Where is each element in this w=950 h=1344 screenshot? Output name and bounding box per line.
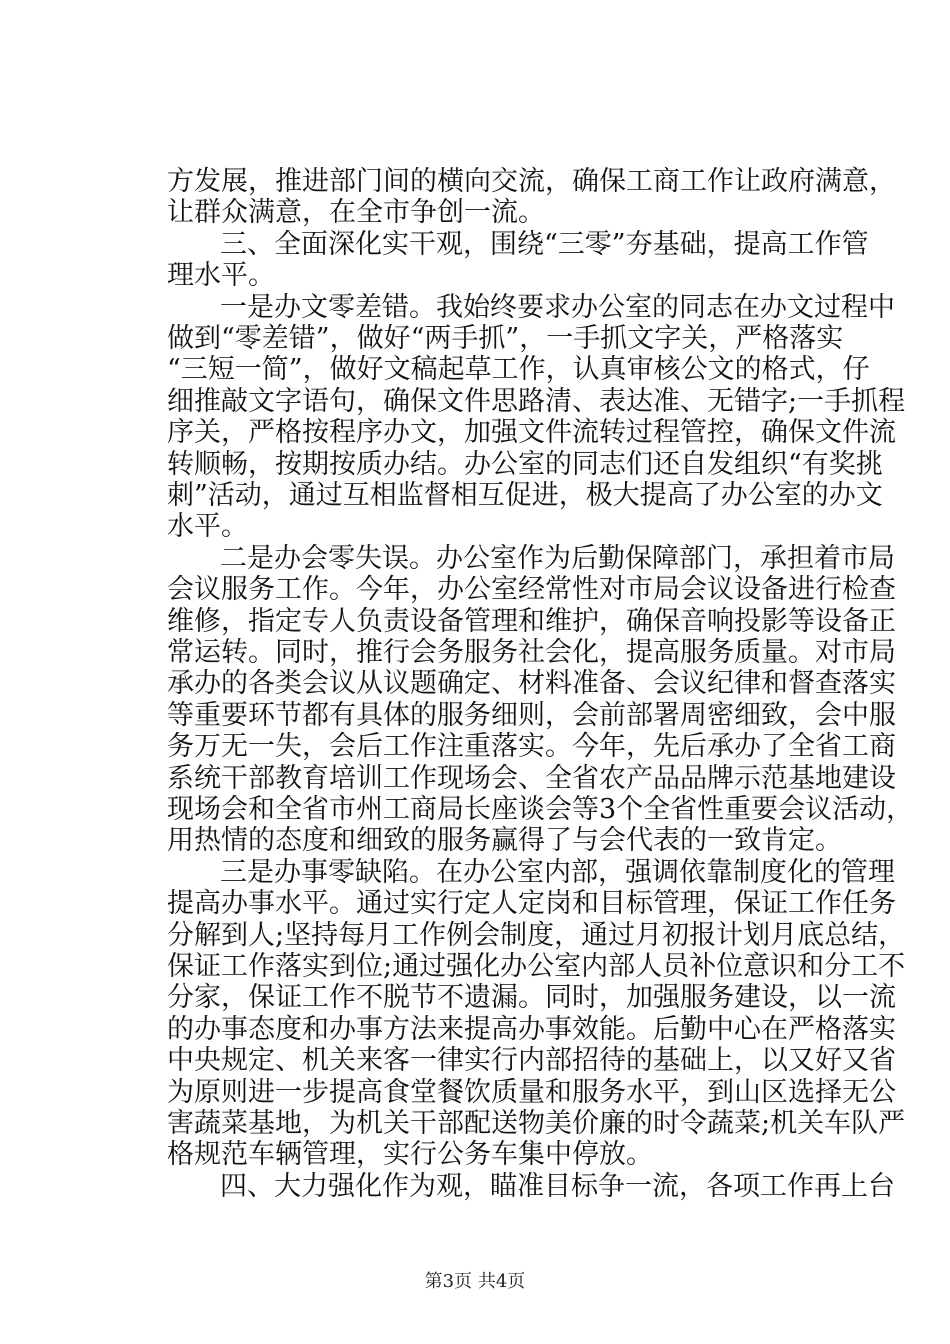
text-line-content: 细推敲文字语句，确保文件思路清、表达准、无错字;一手抓程 [167,385,906,417]
text-line-content: 理水平。 [167,260,275,292]
text-line-content: 分解到人;坚持每月工作例会制度，通过月初报计划月底总结， [167,919,906,951]
text-line-content: 让群众满意，在全市争创一流。 [167,197,545,229]
text-line-content: 三是办事零缺陷。在办公室内部，强调依靠制度化的管理 [220,856,895,888]
text-line-content: 的办事态度和办事方法来提高办事效能。后勤中心在严格落实 [167,1013,896,1045]
text-line-content: 现场会和全省市州工商局长座谈会等3个全省性重要会议活动， [167,794,914,825]
text-line-content: 四、大力强化作为观，瞄准目标争一流，各项工作再上台 [220,1170,895,1202]
text-line-content: 方发展，推进部门间的横向交流，确保工商工作让政府满意， [167,166,896,197]
text-line-content: 常运转。同时，推行会务服务社会化，提高服务质量。对市局 [167,637,896,668]
text-line-content: 二是办会零失误。办公室作为后勤保障部门，承担着市局 [220,542,895,574]
text-line-content: 刺”活动，通过互相监督相互促进，极大提高了办公室的办文 [167,480,883,511]
text-line-content: 分家，保证工作不脱节不遗漏。同时，加强服务建设，以一流 [167,982,896,1014]
text-line-content: 会议服务工作。今年，办公室经常性对市局会议设备进行检查 [167,574,896,606]
text-line-content: 害蔬菜基地，为机关干部配送物美价廉的时令蔬菜;机关车队严 [167,1108,906,1139]
text-line-content: 水平。 [167,511,248,543]
text-line-content: 转顺畅，按期按质办结。办公室的同志们还自发组织“有奖挑 [167,448,883,480]
text-line-content: 一是办文零差错。我始终要求办公室的同志在办文过程中 [220,291,895,323]
text-line-content: 用热情的态度和细致的服务赢得了与会代表的一致肯定。 [167,825,842,857]
text-line-content: 三、全面深化实干观，围绕“三零”夯基础，提高工作管 [220,228,869,260]
text-line-content: 等重要环节都有具体的服务细则，会前部署周密细致，会中服 [167,699,896,731]
text-line-content: 系统干部教育培训工作现场会、全省农产品品牌示范基地建设 [167,762,896,794]
text-line-content: “三短一简”，做好文稿起草工作，认真审核公文的格式，仔 [167,354,870,386]
text-line-content: 保证工作落实到位;通过强化办公室内部人员补位意识和分工不 [167,951,906,982]
text-line-content: 序关，严格按程序办文，加强文件流转过程管控，确保文件流 [167,417,896,449]
text-line-content: 承办的各类会议从议题确定、材料准备、会议纪律和督查落实 [167,668,896,700]
text-line-content: 格规范车辆管理，实行公务车集中停放。 [167,1139,653,1171]
text-line [0,1167,950,1207]
text-line-content: 提高办事水平。通过实行定人定岗和目标管理，保证工作任务 [167,888,896,920]
text-line-content: 中央规定、机关来客一律实行内部招待的基础上，以又好又省 [167,1045,896,1077]
text-line-content: 为原则进一步提高食堂餐饮质量和服务水平，到山区选择无公 [167,1076,896,1108]
page-footer: 第3页 共4页 [424,1271,526,1292]
text-line-content: 做到“零差错”，做好“两手抓”，一手抓文字关，严格落实 [167,323,844,354]
text-line-content: 务万无一失，会后工作注重落实。今年，先后承办了全省工商 [167,731,896,763]
text-line-content: 维修，指定专人负责设备管理和维护，确保音响投影等设备正 [167,605,896,637]
